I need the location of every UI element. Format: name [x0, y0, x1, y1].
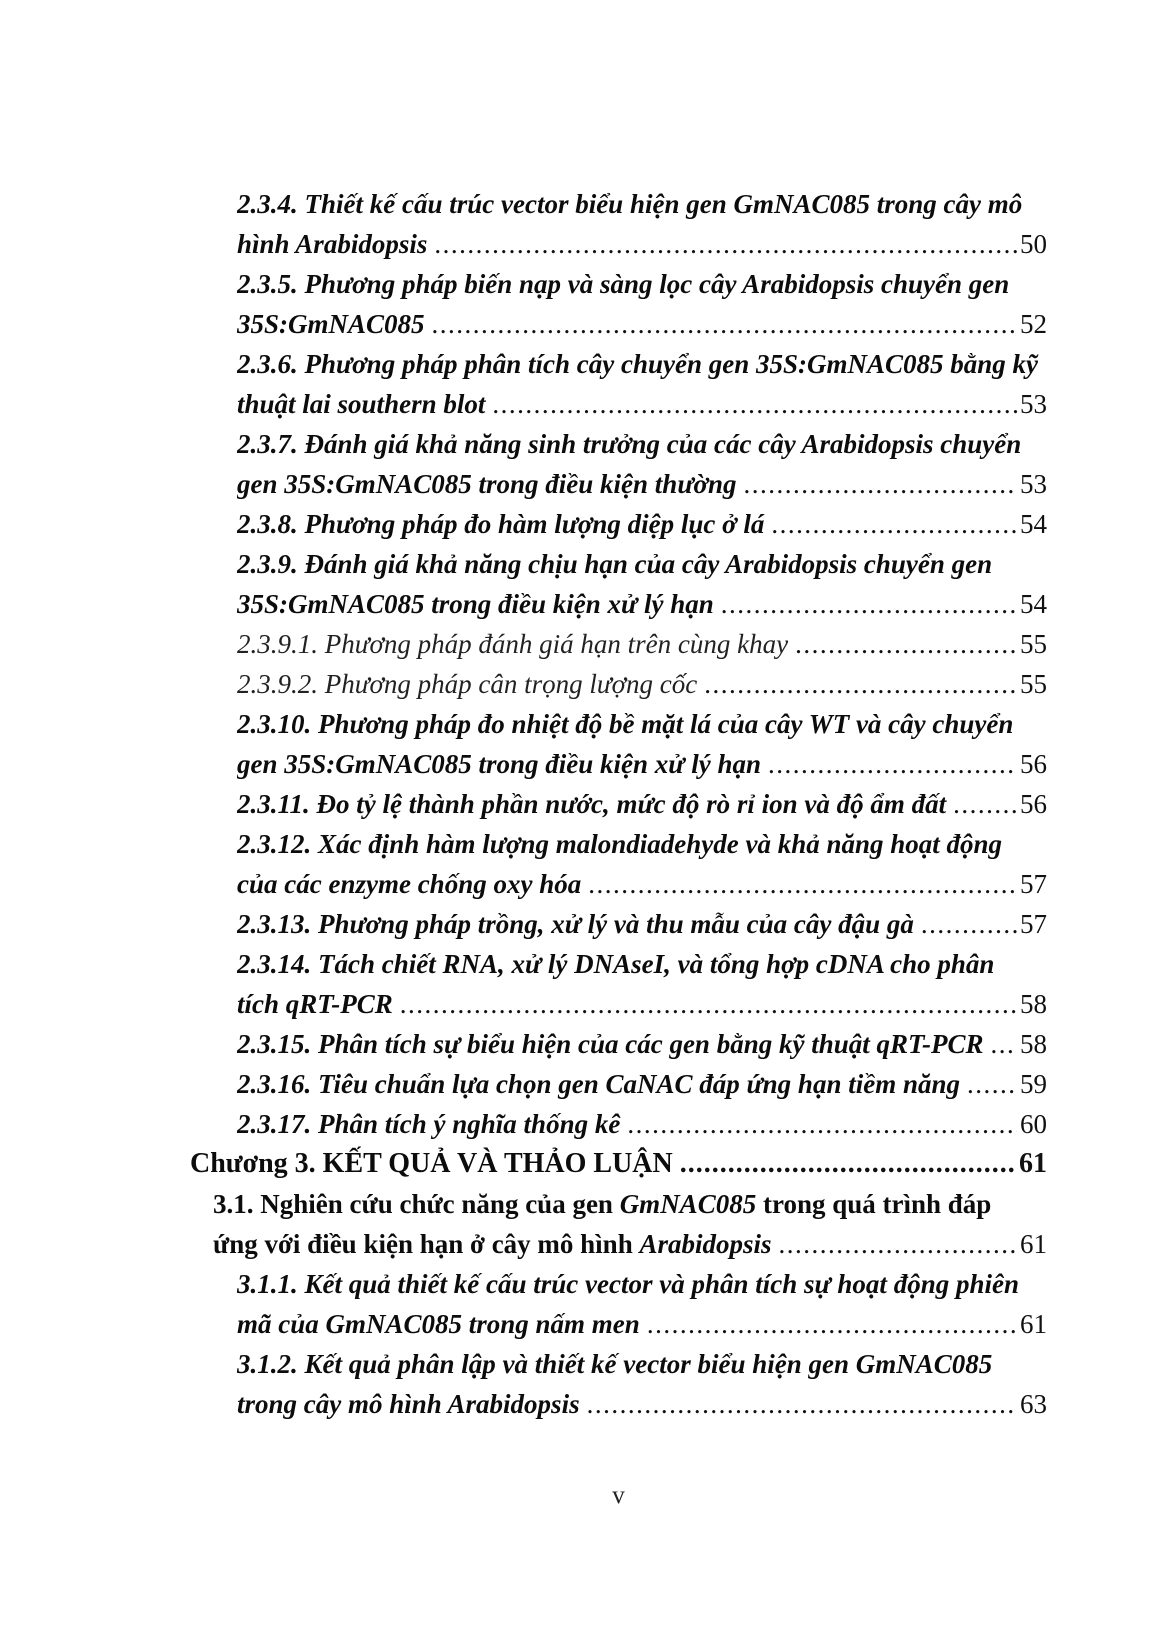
- toc-text-segment: 2.3.10. Phương pháp đo nhiệt độ bề mặt lá của cây WT và cây chuyển: [237, 709, 1014, 739]
- toc-text-segment: 2.3.15. Phân tích sự biểu hiện của các gen bằng kỹ thuật qRT-PCR: [237, 1029, 984, 1059]
- toc-entry-line: [237, 704, 1047, 744]
- toc-entry-line: [237, 904, 1047, 944]
- toc: [190, 184, 1047, 1424]
- toc-entry-text: [237, 984, 393, 1024]
- toc-entry-line: [237, 304, 1047, 344]
- toc-text-segment: 2.3.4. Thiết kế cấu trúc vector biểu hiện gen GmNAC085 trong cây mô: [237, 189, 1023, 219]
- toc-page-number: 63: [1020, 1389, 1047, 1419]
- toc-text-segment: hình Arabidopsis: [237, 229, 428, 259]
- toc-entry: [237, 1104, 1047, 1144]
- toc-text-segment: trong quá trình đáp: [756, 1189, 992, 1219]
- toc-entry-line: [237, 824, 1047, 864]
- toc-text-segment: gen 35S:GmNAC085 trong điều kiện xử lý hạn: [237, 749, 761, 779]
- toc-entry-text: [237, 949, 994, 979]
- toc-page-number: 56: [1020, 789, 1047, 819]
- toc-entry: [213, 1184, 1047, 1264]
- toc-entry: [237, 1064, 1047, 1104]
- dot-leader: [991, 1024, 1017, 1064]
- toc-entry-text: [237, 1269, 1019, 1299]
- dot-leader: [680, 1144, 1016, 1184]
- toc-page-number: 55: [1020, 629, 1047, 659]
- toc-entry-text: [237, 504, 764, 544]
- toc-entry: [237, 1024, 1047, 1064]
- toc-text-segment: 2.3.11. Đo tỷ lệ thành phần nước, mức độ rò rỉ ion và độ ẩm đất: [237, 789, 947, 819]
- toc-entry-text: [237, 864, 581, 904]
- toc-entry-line: [237, 1344, 1047, 1384]
- toc-text-segment: 2.3.9.2. Phương pháp cân trọng lượng cốc: [237, 669, 698, 699]
- toc-text-segment: Chương 3. KẾT QUẢ VÀ THẢO LUẬN: [190, 1148, 673, 1179]
- dot-leader: [771, 504, 1017, 544]
- toc-page-number: 61: [1020, 1229, 1047, 1259]
- toc-entry: [237, 824, 1047, 904]
- toc-entry: [237, 184, 1047, 264]
- toc-entry-text: [190, 1144, 673, 1184]
- toc-page-number: 55: [1020, 669, 1047, 699]
- toc-entry-line: [237, 744, 1047, 784]
- toc-text-segment: 35S:GmNAC085: [237, 309, 425, 339]
- toc-entry: [237, 344, 1047, 424]
- toc-entry-text: [213, 1189, 991, 1219]
- toc-entry-text: [237, 1384, 580, 1424]
- toc-text-segment: 2.3.12. Xác định hàm lượng malondiadehyde và khả năng hoạt động: [237, 829, 1003, 859]
- toc-entry-text: [237, 384, 485, 424]
- toc-entry: [190, 1144, 1047, 1184]
- dot-leader: [434, 224, 1017, 264]
- toc-entry-text: [237, 709, 1013, 739]
- toc-entry-text: [237, 1349, 992, 1379]
- toc-entry: [237, 784, 1047, 824]
- toc-entry-line: [237, 1264, 1047, 1304]
- toc-page-number: 50: [1020, 229, 1047, 259]
- dot-leader: [795, 624, 1017, 664]
- toc-text-segment: 2.3.13. Phương pháp trồng, xử lý và thu mẫu của cây đậu gà: [237, 909, 914, 939]
- toc-text-segment: 2.3.16. Tiêu chuẩn lựa chọn gen CaNAC đáp ứng hạn tiềm năng: [237, 1069, 960, 1099]
- dot-leader: [721, 584, 1017, 624]
- dot-leader: [704, 664, 1017, 704]
- toc-text-segment: 3.1.1. Kết quả thiết kế cấu trúc vector và phân tích sự hoạt động phiên: [237, 1269, 1019, 1299]
- toc-entry: [237, 1344, 1047, 1424]
- toc-entry: [237, 264, 1047, 344]
- toc-entry: [237, 664, 1047, 704]
- toc-text-segment: gen 35S:GmNAC085 trong điều kiện thường: [237, 469, 737, 499]
- toc-entry-text: [237, 464, 737, 504]
- toc-entry-line: [237, 984, 1047, 1024]
- toc-page-number: 52: [1020, 309, 1047, 339]
- toc-entry: [237, 624, 1047, 664]
- toc-page-number: 58: [1020, 989, 1047, 1019]
- toc-entry-text: [237, 429, 1021, 459]
- toc-text-segment: mã của GmNAC085 trong nấm men: [237, 1309, 640, 1339]
- toc-entry-line: [237, 864, 1047, 904]
- dot-leader: [627, 1104, 1017, 1144]
- toc-entry-line: [237, 944, 1047, 984]
- toc-entry-line: [213, 1184, 1047, 1224]
- toc-text-segment: tích qRT-PCR: [237, 989, 393, 1019]
- toc-text-segment: GmNAC085: [619, 1189, 757, 1219]
- toc-page-number: 53: [1020, 389, 1047, 419]
- toc-entry-line: [237, 1384, 1047, 1424]
- toc-entry: [237, 544, 1047, 624]
- toc-page-number: 54: [1020, 589, 1047, 619]
- toc-text-segment: 2.3.6. Phương pháp phân tích cây chuyển gen 35S:GmNAC085 bằng kỹ: [237, 349, 1038, 379]
- toc-text-segment: 3.1.2. Kết quả phân lập và thiết kế vector biểu hiện gen GmNAC085: [237, 1349, 993, 1379]
- toc-entry-line: [237, 424, 1047, 464]
- dot-leader: [432, 304, 1017, 344]
- toc-page-number: 57: [1020, 909, 1047, 939]
- toc-entry-line: [237, 1064, 1047, 1104]
- dot-leader: [921, 904, 1017, 944]
- toc-entry-line: [237, 1024, 1047, 1064]
- toc-text-segment: 3.1. Nghiên cứu chức năng của gen: [213, 1189, 620, 1219]
- toc-page-number: 56: [1020, 749, 1047, 779]
- toc-entry-line: [237, 184, 1047, 224]
- toc-entry-line: [237, 224, 1047, 264]
- dot-leader: [647, 1304, 1017, 1344]
- toc-entry-line: [237, 624, 1047, 664]
- toc-text-segment: 2.3.8. Phương pháp đo hàm lượng diệp lục ở lá: [237, 509, 765, 539]
- toc-entry-text: [237, 784, 946, 824]
- toc-entry-text: [237, 224, 427, 264]
- toc-entry-line: [213, 1224, 1047, 1264]
- dot-leader: [744, 464, 1018, 504]
- toc-text-segment: 2.3.5. Phương pháp biến nạp và sàng lọc cây Arabidopsis chuyển gen: [237, 269, 1010, 299]
- toc-entry-line: [237, 384, 1047, 424]
- toc-page-number: 61: [1020, 1309, 1047, 1339]
- toc-text-segment: 2.3.14. Tách chiết RNA, xử lý DNAseI, và tổng hợp cDNA cho phân: [237, 949, 995, 979]
- toc-text-segment: ứng với điều kiện hạn ở cây mô hình: [213, 1229, 640, 1259]
- toc-page-number: 61: [1019, 1148, 1047, 1179]
- toc-entry: [237, 704, 1047, 784]
- toc-entry-text: [237, 1024, 984, 1064]
- toc-entry-line: [237, 264, 1047, 304]
- toc-entry-line: [237, 664, 1047, 704]
- toc-page-number: 57: [1020, 869, 1047, 899]
- toc-entry-text: [237, 304, 425, 344]
- toc-text-segment: 2.3.7. Đánh giá khả năng sinh trưởng của các cây Arabidopsis chuyển: [237, 429, 1022, 459]
- dot-leader: [587, 1384, 1017, 1424]
- toc-entry-text: [237, 829, 1002, 859]
- toc-text-segment: Arabidopsis: [639, 1229, 772, 1259]
- toc-entry-line: [237, 544, 1047, 584]
- toc-text-segment: của các enzyme chống oxy hóa: [237, 869, 582, 899]
- toc-entry-text: [237, 549, 992, 579]
- dot-leader: [967, 1064, 1017, 1104]
- toc-page-number: 60: [1020, 1109, 1047, 1139]
- toc-page-number: 58: [1020, 1029, 1047, 1059]
- toc-page-number: 54: [1020, 509, 1047, 539]
- toc-entry-text: [237, 1304, 640, 1344]
- toc-entry-line: [190, 1144, 1047, 1184]
- toc-entry-text: [237, 624, 788, 664]
- toc-entry-text: [237, 349, 1038, 379]
- toc-entry-line: [237, 784, 1047, 824]
- toc-entry-text: [237, 1104, 620, 1144]
- toc-entry: [237, 904, 1047, 944]
- toc-text-segment: 2.3.17. Phân tích ý nghĩa thống kê: [237, 1109, 621, 1139]
- toc-text-segment: 2.3.9. Đánh giá khả năng chịu hạn của cây Arabidopsis chuyển gen: [237, 549, 993, 579]
- toc-entry-line: [237, 504, 1047, 544]
- toc-entry-line: [237, 464, 1047, 504]
- toc-text-segment: 2.3.9.1. Phương pháp đánh giá hạn trên cùng khay: [237, 629, 789, 659]
- toc-entry: [237, 424, 1047, 504]
- toc-text-segment: thuật lai southern blot: [237, 389, 486, 419]
- toc-entry: [237, 944, 1047, 1024]
- toc-entry-line: [237, 344, 1047, 384]
- toc-entry-text: [237, 744, 761, 784]
- toc-page-number: 59: [1020, 1069, 1047, 1099]
- toc-entry-text: [237, 189, 1022, 219]
- toc-entry-text: [237, 269, 1009, 299]
- toc-entry-line: [237, 1304, 1047, 1344]
- dot-leader: [400, 984, 1017, 1024]
- toc-entry: [237, 504, 1047, 544]
- dot-leader: [588, 864, 1017, 904]
- footer-page-number: v: [612, 1482, 625, 1509]
- toc-entry-line: [237, 584, 1047, 624]
- toc-text-segment: trong cây mô hình Arabidopsis: [237, 1389, 580, 1419]
- dot-leader: [492, 384, 1017, 424]
- toc-entry-text: [237, 584, 714, 624]
- dot-leader: [953, 784, 1017, 824]
- toc-entry-text: [237, 1064, 960, 1104]
- dot-leader: [768, 744, 1017, 784]
- toc-entry-text: [237, 904, 914, 944]
- toc-entry-text: [237, 664, 697, 704]
- toc-entry-line: [237, 1104, 1047, 1144]
- toc-page-number: 53: [1020, 469, 1047, 499]
- toc-text-segment: 35S:GmNAC085 trong điều kiện xử lý hạn: [237, 589, 714, 619]
- dot-leader: [779, 1224, 1017, 1264]
- toc-entry: [237, 1264, 1047, 1344]
- toc-entry-text: [213, 1224, 772, 1264]
